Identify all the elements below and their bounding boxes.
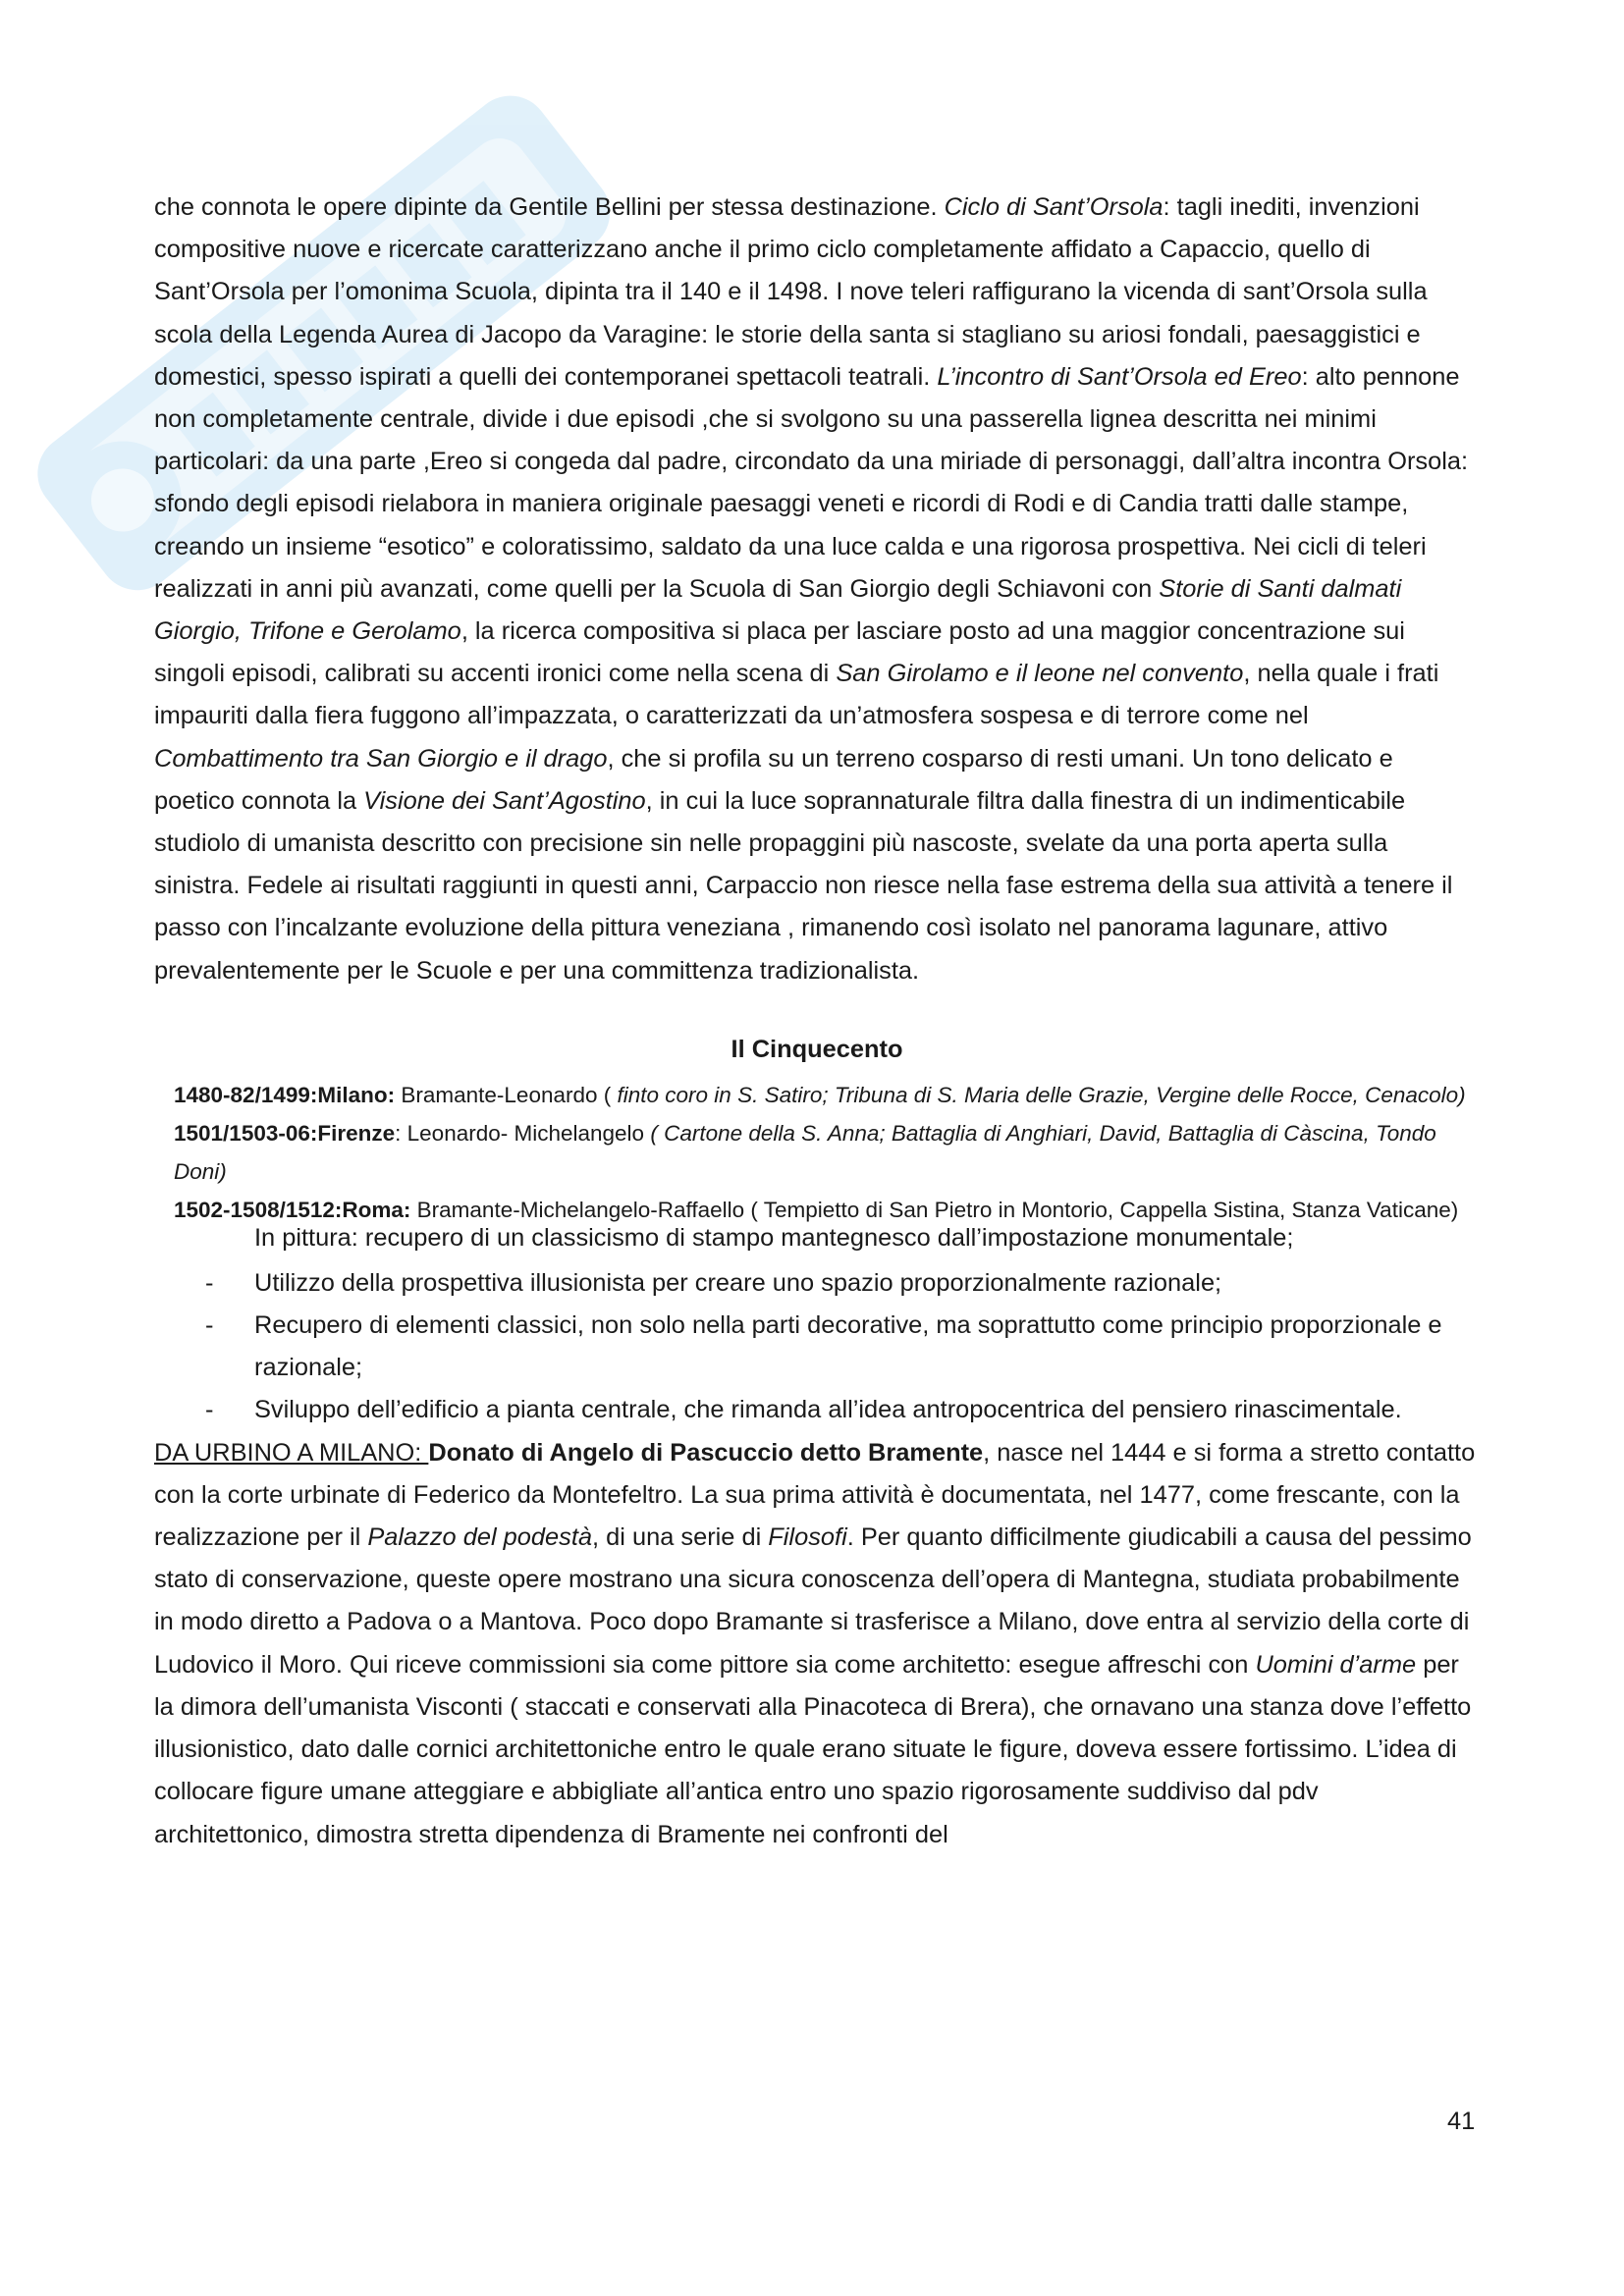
clipped-bullet-text: In pittura: recupero di un classicismo di stampo mantegnesco dall’impostazione monumentale; [254, 1223, 1294, 1252]
text-run: : Leonardo- Michelangelo [395, 1120, 651, 1146]
text-run: , di una serie di [592, 1523, 769, 1552]
text-run: . Per quanto difficilmente giudicabili a causa del pessimo stato di conservazione, queste opere mostrano una sicura conoscenza dell’opera di Mantegna, studiata probabilmente in modo diretto a Padova o a Mantova. Poco dopo Bramante si trasferisce a Milano, dove entra al servizio della corte di Ludovico il Moro. Qui riceve commissioni sia come pittore sia come architetto: esegue affreschi con [154, 1523, 1472, 1679]
text-run: Ciclo di Sant’Orsola [944, 193, 1164, 221]
intro-paragraph [154, 187, 1480, 992]
text-run: Storie di Santi dalmati Giorgio, Trifone e Gerolamo [154, 574, 1402, 646]
text-run: San Girolamo e il leone nel convento [836, 660, 1244, 688]
text-run: , nasce nel 1444 e si forma a stretto contatto con la corte urbinate di Federico da Montefeltro. La sua prima attività è documentata, nel 1477, come frescante, con la realizzazione per il [154, 1438, 1476, 1552]
principles-list [154, 1262, 1480, 1432]
text-run: Visione dei Sant’Agostino [363, 786, 646, 815]
text-run: : tagli inediti, invenzioni compositive nuove e ricercate caratterizzano anche il primo ciclo completamente affidato a Capaccio, quello di Sant’Orsola per l’omonima Scuola, dipinta tra il 140 e il 1498. I nove teleri raffigurano la vicenda di sant’Orsola sulla scola della Legenda Aurea di Jacopo da Varagine: le storie della santa si stagliano su ariosi fondali, paesaggistici e domestici, spesso ispirati a quelli dei contemporanei spettacoli teatrali. [154, 193, 1428, 391]
text-run: che connota le opere dipinte da Gentile Bellini per stessa destinazione. [154, 193, 945, 221]
text-run: , che si profila su un terreno cosparso di resti umani. Un tono delicato e poetico connota la [154, 744, 1393, 815]
text-run: Palazzo del podestà [367, 1523, 593, 1552]
text-run: finto coro in S. Satiro; Tribuna di S. Maria delle Grazie, Vergine delle Rocce, Cenacolo) [617, 1082, 1466, 1107]
timeline-item [174, 1114, 1480, 1191]
bramante-paragraph [154, 1432, 1480, 1856]
bullet-marker: - [205, 1311, 214, 1340]
text-run: 1502-1508/1512:Roma: [174, 1197, 411, 1222]
text-run: Bramante-Michelangelo-Raffaello ( Tempietto di San Pietro in Montorio, Cappella Sistina, Stanza Vaticane) [410, 1197, 1459, 1222]
bullet-marker: - [205, 1396, 214, 1424]
text-run: Bramante-Leonardo ( [395, 1082, 618, 1107]
text-run: ( Cartone della S. Anna; Battaglia di Anghiari, David, Battaglia di Càscina, Tondo Doni) [174, 1120, 1436, 1184]
text-run: 1480-82/1499:Milano: [174, 1082, 396, 1107]
text-run: : alto pennone non completamente centrale, divide i due episodi ,che si svolgono su una passerella lignea descritta nei minimi particolari: da una parte ,Ereo si congeda dal padre, circondato da una miriade di personaggi, dall’altra incontra Orsola: sfondo degli episodi rielabora in maniera originale paesaggi veneti e ricordi di Rodi e di Candia tratti dalle stampe, creando un insieme “esotico” e coloratissimo, saldato da una luce calda e una rigorosa prospettiva. Nei cicli di teleri realizzati in anni più avanzati, come quelli per la Scuola di San Giorgio degli Schiavoni con [154, 362, 1469, 603]
list-item-text: Sviluppo dell’edificio a pianta centrale, che rimanda all’idea antropocentrica del pensiero rinascimentale. [254, 1396, 1402, 1424]
page-content [154, 187, 1480, 1856]
timeline-list [154, 1076, 1480, 1229]
text-run: Filosofi [768, 1523, 847, 1552]
list-item-text: Recupero di elementi classici, non solo nella parti decorative, ma soprattutto come principio proporzionale e razionale; [254, 1311, 1442, 1382]
text-run: per la dimora dell’umanista Visconti ( staccati e conservati alla Pinacoteca di Brera), che ornavano una stanza dove l’effetto illusionistico, dato dalle cornici architettoniche entro le quale erano situate le figure, doveva essere fortissimo. L’idea di collocare figure umane atteggiare e abbigliate all’antica entro uno spazio rigorosamente suddiviso dal pdv architettonico, dimostra stretta dipendenza di Bramente nei confronti del [154, 1650, 1472, 1848]
list-item [154, 1262, 1480, 1305]
text-run: Uomini d’arme [1255, 1650, 1417, 1679]
section-heading: Il Cinquecento [731, 1035, 903, 1063]
text-run: , in cui la luce soprannaturale filtra dalla finestra di un indimenticabile studiolo di umanista descritto con precisione sin nelle propaggini più nascoste, svelate da una porta aperta sulla sinistra. Fedele ai risultati raggiunti in questi anni, Carpaccio non riesce nella fase estrema della sua attività a tenere il passo con l’incalzante evoluzione della pittura veneziana , rimanendo così isolato nel panorama lagunare, attivo prevalentemente per le Scuole e per una committenza tradizionalista. [154, 786, 1453, 985]
list-item [154, 1305, 1480, 1389]
page-number: 41 [1447, 2108, 1476, 2135]
text-run: Donato di Angelo di Pascuccio detto Bramente [428, 1438, 984, 1467]
text-run: DA URBINO A MILANO: [154, 1438, 429, 1467]
timeline-item [174, 1076, 1480, 1114]
clipped-bullet [154, 1223, 1480, 1256]
list-item [154, 1389, 1480, 1431]
list-item-text: Utilizzo della prospettiva illusionista per creare uno spazio proporzionalmente razionale; [254, 1268, 1222, 1297]
text-run: L’incontro di Sant’Orsola ed Ereo [937, 362, 1302, 391]
text-run: 1501/1503-06:Firenze [174, 1120, 396, 1146]
text-run: , nella quale i frati impauriti dalla fiera fuggono all’impazzata, o caratterizzati da un’atmosfera sospesa e di terrore come nel [154, 660, 1439, 730]
text-run: , la ricerca compositiva si placa per lasciare posto ad una maggior concentrazione sui singoli episodi, calibrati su accenti ironici come nella scena di [154, 617, 1405, 688]
text-run: Combattimento tra San Giorgio e il drago [154, 744, 608, 773]
bullet-marker: - [205, 1268, 214, 1297]
